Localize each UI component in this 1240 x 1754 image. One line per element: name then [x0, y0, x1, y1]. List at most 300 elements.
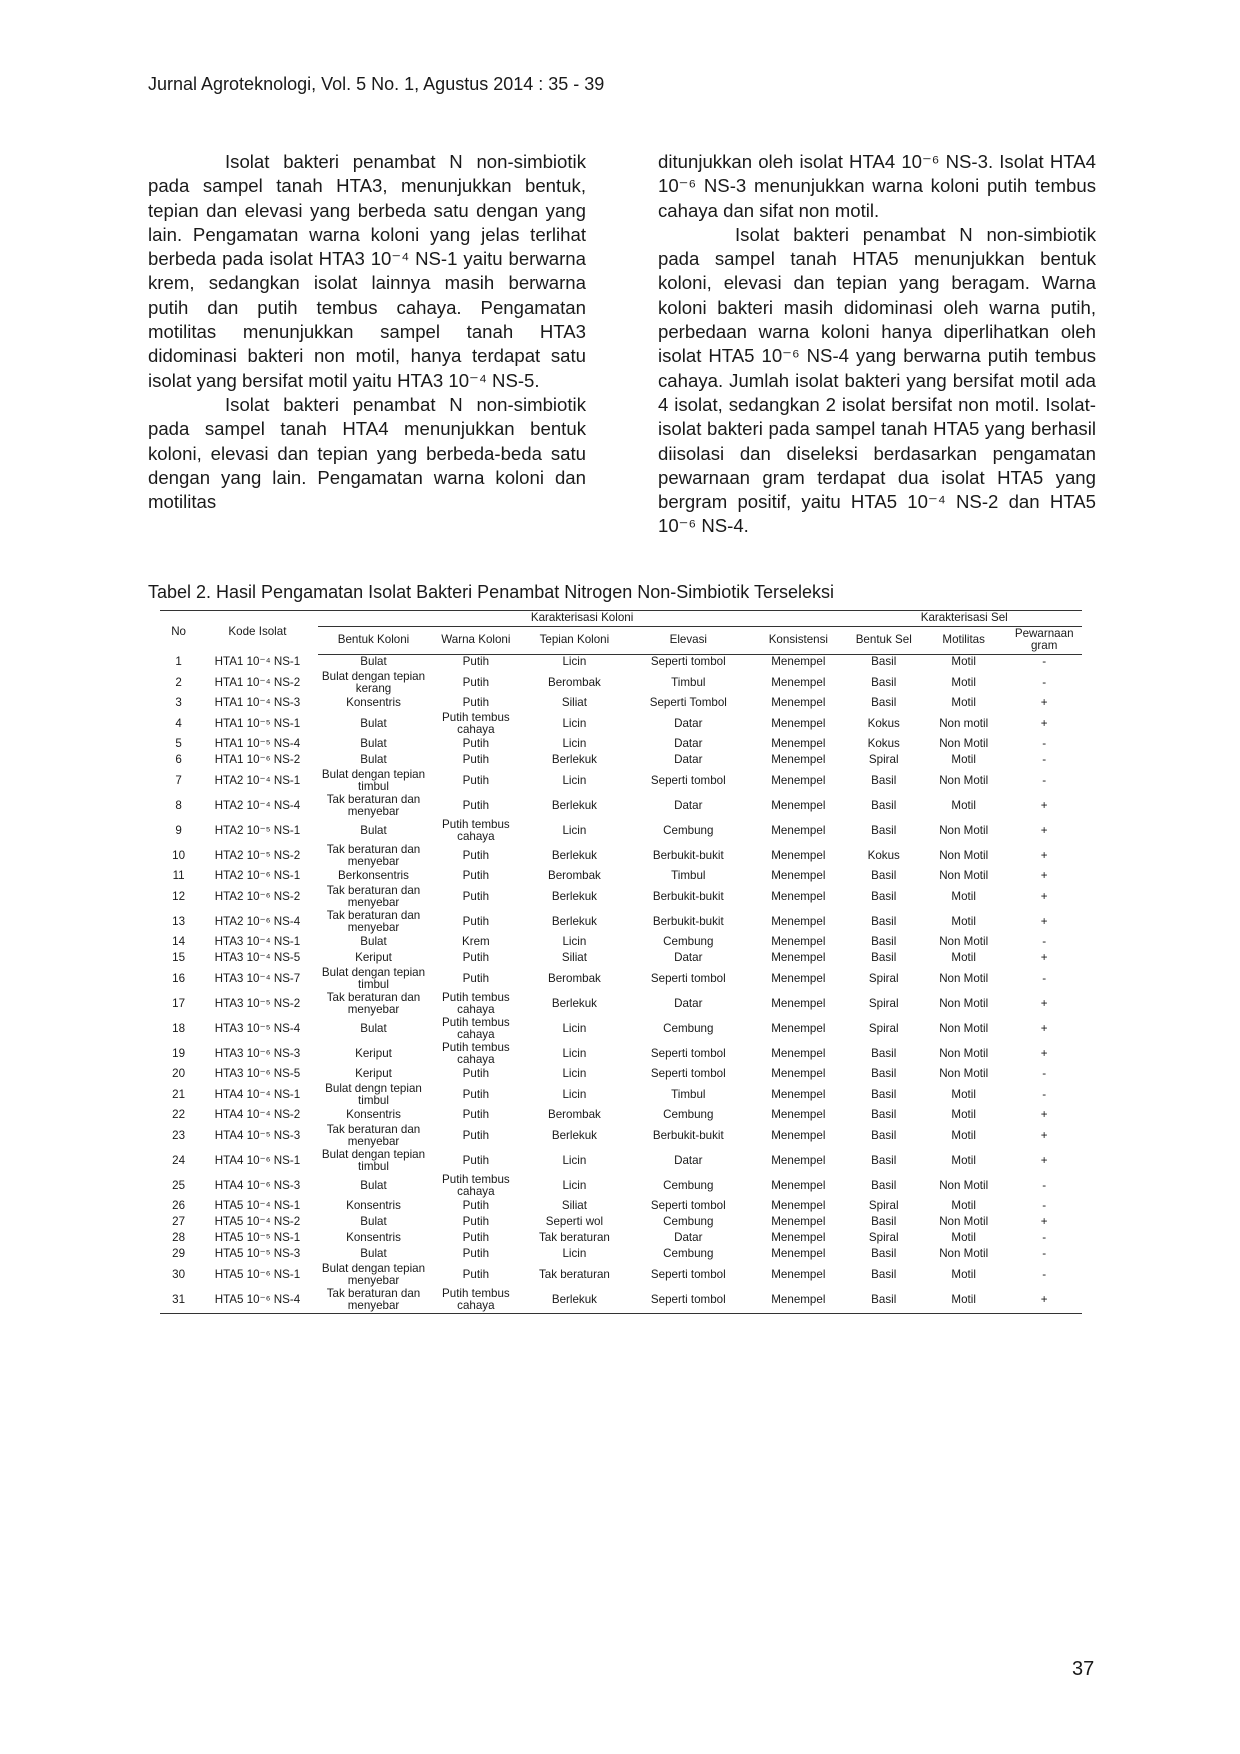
cell-kode-isolat: HTA4 10⁻⁶ NS-1 [214, 1153, 301, 1167]
cell-motilitas: Motil [951, 675, 976, 689]
cell-kode-isolat: HTA1 10⁻⁴ NS-3 [214, 696, 301, 710]
cell-tepian-koloni: Licin [562, 1178, 587, 1192]
table-row [160, 1042, 1082, 1067]
table-row [160, 1263, 1082, 1288]
cell-elevasi: Berbukit-bukit [652, 1128, 724, 1142]
cell-no: 18 [172, 1021, 186, 1035]
cell-konsistensi: Menempel [771, 1128, 826, 1142]
cell-motilitas: Motil [951, 696, 976, 710]
table-row [160, 844, 1082, 869]
isolate-table [160, 610, 1082, 1314]
cell-kode-isolat: HTA5 10⁻⁶ NS-1 [214, 1267, 301, 1281]
cell-kode-isolat: HTA1 10⁻⁵ NS-4 [214, 737, 301, 751]
table-row [160, 1215, 1082, 1231]
cell-pewarnaan-gram: + [1040, 951, 1048, 965]
cell-no: 16 [172, 971, 186, 985]
cell-warna-koloni: Putih tembus cahaya [442, 990, 510, 1016]
cell-warna-koloni: Putih [462, 1247, 490, 1261]
cell-konsistensi: Menempel [771, 1247, 826, 1261]
cell-motilitas: Motil [951, 655, 976, 669]
cell-elevasi: Timbul [671, 1087, 706, 1101]
cell-bentuk-sel: Basil [871, 1087, 897, 1101]
header-group-sel: Karakterisasi Sel [847, 611, 1082, 627]
table-row [160, 1199, 1082, 1215]
cell-no: 11 [172, 869, 185, 883]
cell-konsistensi: Menempel [771, 935, 826, 949]
cell-warna-koloni: Putih [462, 951, 490, 965]
cell-warna-koloni: Putih tembus cahaya [442, 817, 510, 843]
table-row [160, 737, 1082, 753]
cell-no: 28 [172, 1231, 186, 1245]
cell-konsistensi: Menempel [771, 971, 826, 985]
cell-bentuk-sel: Basil [871, 798, 897, 812]
cell-pewarnaan-gram: - [1042, 675, 1047, 689]
cell-motilitas: Motil [951, 1153, 976, 1167]
cell-warna-koloni: Putih [462, 848, 490, 862]
cell-bentuk-sel: Spiral [868, 1199, 899, 1213]
table-row [160, 769, 1082, 794]
cell-konsistensi: Menempel [771, 773, 826, 787]
cell-no: 7 [175, 773, 182, 787]
cell-elevasi: Datar [674, 996, 703, 1010]
cell-elevasi: Seperti tombol [650, 773, 726, 787]
cell-bentuk-koloni: Keriput [355, 1067, 392, 1081]
cell-pewarnaan-gram: - [1042, 1178, 1047, 1192]
cell-no: 13 [172, 914, 186, 928]
cell-motilitas: Motil [951, 798, 976, 812]
cell-bentuk-sel: Spiral [868, 996, 899, 1010]
cell-kode-isolat: HTA3 10⁻⁶ NS-3 [214, 1046, 301, 1060]
cell-warna-koloni: Putih [462, 1199, 490, 1213]
table-row [160, 1083, 1082, 1108]
table-row [160, 794, 1082, 819]
cell-konsistensi: Menempel [771, 798, 826, 812]
paragraph-hta3: Isolat bakteri penambat N non-simbiotik pada sampel tanah HTA3, menunjukkan bentuk, tepian dan elevasi yang berbeda satu dengan yang lain. Pengamatan warna koloni yang jelas terlihat berbeda pada isolat HTA3 10⁻⁴ NS-1 yaitu berwarna krem, sedangkan isolat lainnya masih berwarna putih dan putih tembus cahaya. Pengamatan motilitas menunjukkan sampel tanah HTA3 didominasi bakteri non motil, hanya terdapat satu isolat yang bersifat motil yaitu HTA3 10⁻⁴ NS-5. [148, 151, 586, 391]
cell-pewarnaan-gram: + [1040, 1108, 1048, 1122]
cell-bentuk-koloni: Berkonsentris [338, 869, 409, 883]
cell-kode-isolat: HTA5 10⁻⁴ NS-2 [214, 1215, 301, 1229]
cell-warna-koloni: Putih [462, 737, 490, 751]
cell-pewarnaan-gram: + [1040, 869, 1048, 883]
cell-pewarnaan-gram: + [1040, 798, 1048, 812]
cell-konsistensi: Menempel [771, 869, 826, 883]
table-row [160, 992, 1082, 1017]
cell-bentuk-sel: Basil [871, 1247, 897, 1261]
table-row [160, 753, 1082, 769]
cell-tepian-koloni: Tak beraturan [538, 1231, 610, 1245]
cell-motilitas: Motil [951, 889, 976, 903]
cell-motilitas: Non Motil [939, 848, 989, 862]
cell-bentuk-koloni: Bulat [360, 1247, 387, 1261]
cell-kode-isolat: HTA1 10⁻⁵ NS-1 [214, 716, 301, 730]
cell-no: 8 [175, 798, 182, 812]
cell-kode-isolat: HTA2 10⁻⁵ NS-2 [214, 848, 301, 862]
cell-bentuk-koloni: Bulat [360, 823, 387, 837]
cell-motilitas: Non Motil [939, 823, 989, 837]
cell-bentuk-sel: Spiral [868, 971, 899, 985]
cell-tepian-koloni: Licin [562, 1247, 587, 1261]
cell-no: 5 [175, 737, 182, 751]
cell-konsistensi: Menempel [771, 696, 826, 710]
cell-konsistensi: Menempel [771, 716, 826, 730]
cell-bentuk-koloni: Bulat dengan tepian timbul [321, 767, 426, 793]
header-group-koloni: Karakterisasi Koloni [318, 611, 847, 627]
cell-warna-koloni: Putih [462, 753, 490, 767]
cell-bentuk-koloni: Bulat [360, 1021, 387, 1035]
cell-tepian-koloni: Siliat [561, 696, 587, 710]
cell-elevasi: Seperti tombol [626, 1288, 750, 1314]
cell-bentuk-koloni: Konsentris [346, 1199, 401, 1213]
cell-kode-isolat: HTA2 10⁻⁴ NS-4 [214, 798, 301, 812]
cell-no: 25 [172, 1178, 186, 1192]
cell-elevasi: Berbukit-bukit [652, 889, 724, 903]
cell-motilitas: Non Motil [939, 1067, 989, 1081]
cell-tepian-koloni: Berlekuk [551, 848, 597, 862]
cell-motilitas: Non Motil [939, 996, 989, 1010]
cell-tepian-koloni: Licin [562, 655, 587, 669]
cell-pewarnaan-gram: - [1042, 773, 1047, 787]
cell-elevasi: Seperti tombol [650, 1067, 726, 1081]
cell-pewarnaan-gram: - [1042, 753, 1047, 767]
cell-bentuk-sel: Spiral [868, 753, 899, 767]
cell-kode-isolat: HTA2 10⁻⁶ NS-1 [214, 869, 301, 883]
table-row [160, 935, 1082, 951]
cell-konsistensi: Menempel [771, 1178, 826, 1192]
cell-tepian-koloni: Berombak [547, 1108, 601, 1122]
header-pewarnaan-gram: Pewarnaan gram [1006, 626, 1082, 654]
cell-motilitas: Motil [951, 1128, 976, 1142]
cell-no: 12 [172, 889, 186, 903]
cell-bentuk-sel: Basil [871, 823, 897, 837]
table-row [160, 1288, 1082, 1314]
cell-elevasi: Seperti tombol [650, 1267, 726, 1281]
cell-bentuk-koloni: Tak beraturan dan menyebar [326, 990, 421, 1016]
cell-motilitas: Motil [951, 951, 976, 965]
cell-tepian-koloni: Licin [562, 1046, 587, 1060]
table-row [160, 1149, 1082, 1174]
cell-tepian-koloni: Berombak [547, 869, 601, 883]
cell-bentuk-sel: Basil [847, 1288, 921, 1314]
cell-no: 20 [172, 1067, 186, 1081]
cell-warna-koloni: Putih tembus cahaya [442, 1015, 510, 1041]
cell-motilitas: Motil [921, 1288, 1006, 1314]
cell-konsistensi: Menempel [771, 996, 826, 1010]
cell-kode-isolat: HTA2 10⁻⁴ NS-1 [214, 773, 301, 787]
cell-tepian-koloni: Licin [562, 1087, 587, 1101]
cell-tepian-koloni: Berlekuk [551, 1128, 597, 1142]
cell-elevasi: Cembung [663, 1215, 714, 1229]
cell-bentuk-koloni: Tak beraturan dan menyebar [326, 792, 421, 818]
cell-pewarnaan-gram: - [1042, 1087, 1047, 1101]
cell-konsistensi: Menempel [771, 1267, 826, 1281]
cell-pewarnaan-gram: + [1040, 1215, 1048, 1229]
header-bentuk-koloni: Bentuk Koloni [318, 626, 430, 654]
cell-motilitas: Non Motil [939, 1247, 989, 1261]
cell-no: 3 [175, 696, 182, 710]
cell-motilitas: Motil [951, 1087, 976, 1101]
cell-bentuk-koloni: Konsentris [346, 1108, 401, 1122]
cell-bentuk-koloni: Keriput [355, 1046, 392, 1060]
cell-tepian-koloni: Berombak [547, 675, 601, 689]
cell-motilitas: Non Motil [939, 1021, 989, 1035]
cell-no: 2 [175, 675, 182, 689]
cell-kode-isolat: HTA4 10⁻⁵ NS-3 [214, 1128, 301, 1142]
cell-konsistensi: Menempel [771, 1231, 826, 1245]
cell-bentuk-sel: Kokus [867, 737, 900, 751]
header-konsistensi: Konsistensi [750, 626, 846, 654]
cell-tepian-koloni: Licin [562, 1021, 587, 1035]
cell-konsistensi: Menempel [771, 1087, 826, 1101]
cell-motilitas: Non motil [939, 716, 989, 730]
cell-tepian-koloni: Licin [562, 737, 587, 751]
cell-tepian-koloni: Berlekuk [551, 889, 597, 903]
running-header: Jurnal Agroteknologi, Vol. 5 No. 1, Agustus 2014 : 35 - 39 [148, 74, 605, 94]
cell-bentuk-koloni: Bulat [360, 753, 387, 767]
cell-pewarnaan-gram: - [1042, 971, 1047, 985]
cell-bentuk-koloni: Keriput [355, 951, 392, 965]
cell-elevasi: Datar [674, 716, 703, 730]
cell-elevasi: Cembung [663, 1247, 714, 1261]
cell-bentuk-koloni: Konsentris [346, 696, 401, 710]
table-row [160, 869, 1082, 885]
cell-tepian-koloni: Berlekuk [551, 753, 597, 767]
cell-pewarnaan-gram: - [1042, 1231, 1047, 1245]
cell-warna-koloni: Putih [462, 1231, 490, 1245]
cell-konsistensi: Menempel [771, 951, 826, 965]
cell-kode-isolat: HTA3 10⁻⁶ NS-5 [214, 1067, 301, 1081]
header-elevasi: Elevasi [626, 626, 750, 654]
cell-bentuk-sel: Basil [871, 1108, 897, 1122]
cell-bentuk-sel: Basil [871, 889, 897, 903]
cell-konsistensi: Menempel [771, 1215, 826, 1229]
cell-no: 6 [175, 753, 182, 767]
cell-elevasi: Seperti tombol [650, 1199, 726, 1213]
cell-kode-isolat: HTA5 10⁻⁵ NS-1 [214, 1231, 301, 1245]
table-body [160, 654, 1082, 1313]
cell-pewarnaan-gram: + [1040, 1128, 1048, 1142]
cell-no: 4 [175, 716, 182, 730]
cell-bentuk-sel: Basil [871, 655, 897, 669]
cell-warna-koloni: Putih [462, 971, 490, 985]
cell-warna-koloni: Putih tembus cahaya [442, 1040, 510, 1066]
cell-bentuk-sel: Basil [871, 696, 897, 710]
cell-pewarnaan-gram: + [1040, 823, 1048, 837]
right-column [658, 150, 1096, 539]
cell-konsistensi: Menempel [771, 823, 826, 837]
cell-elevasi: Datar [674, 951, 703, 965]
table-row [160, 951, 1082, 967]
cell-tepian-koloni: Licin [562, 773, 587, 787]
cell-no: 21 [172, 1087, 186, 1101]
isolate-table-container [160, 610, 1082, 1314]
cell-bentuk-sel: Basil [871, 935, 897, 949]
header-motilitas: Motilitas [921, 626, 1006, 654]
cell-pewarnaan-gram: + [1006, 1288, 1082, 1314]
cell-bentuk-koloni: Bulat dengan tepian kerang [321, 669, 426, 695]
table-row [160, 1231, 1082, 1247]
cell-elevasi: Seperti Tombol [649, 696, 727, 710]
cell-bentuk-koloni: Bulat dengan tepian timbul [321, 965, 426, 991]
cell-warna-koloni: Putih [462, 1067, 490, 1081]
cell-warna-koloni: Putih tembus cahaya [442, 1172, 510, 1198]
cell-no: 19 [172, 1046, 186, 1060]
cell-kode-isolat: HTA3 10⁻⁵ NS-4 [214, 1021, 301, 1035]
cell-konsistensi: Menempel [771, 655, 826, 669]
cell-konsistensi: Menempel [771, 889, 826, 903]
cell-pewarnaan-gram: + [1040, 1153, 1048, 1167]
cell-bentuk-sel: Basil [871, 1046, 897, 1060]
cell-pewarnaan-gram: + [1040, 996, 1048, 1010]
cell-motilitas: Non Motil [939, 1046, 989, 1060]
cell-elevasi: Cembung [663, 1021, 714, 1035]
cell-bentuk-sel: Basil [871, 1215, 897, 1229]
table-row [160, 654, 1082, 671]
table-row [160, 819, 1082, 844]
cell-elevasi: Berbukit-bukit [652, 848, 724, 862]
table-row [160, 967, 1082, 992]
cell-warna-koloni: Putih [462, 1128, 490, 1142]
cell-motilitas: Motil [951, 914, 976, 928]
cell-no: 15 [172, 951, 186, 965]
cell-elevasi: Datar [674, 1231, 703, 1245]
cell-konsistensi: Menempel [771, 1067, 826, 1081]
table-row [160, 1067, 1082, 1083]
cell-elevasi: Timbul [671, 869, 706, 883]
header-bentuk-sel: Bentuk Sel [847, 626, 921, 654]
header-warna-koloni: Warna Koloni [429, 626, 522, 654]
paragraph-hta5: Isolat bakteri penambat N non-simbiotik pada sampel tanah HTA5 menunjukkan bentuk koloni, elevasi dan tepian yang beragam. Warna koloni bakteri masih didominasi oleh warna putih, perbedaan warna koloni hanya diperlihatkan oleh isolat HTA5 10⁻⁶ NS-4 yang berwarna putih tembus cahaya. Jumlah isolat bakteri yang bersifat motil ada 4 isolat, sedangkan 2 isolat bersifat non motil. Isolat-isolat bakteri pada sampel tanah HTA5 yang berhasil diisolasi dan diseleksi berdasarkan pengamatan pewarnaan gram terdapat dua isolat HTA5 yang bergram positif, yaitu HTA5 10⁻⁴ NS-2 dan HTA5 10⁻⁶ NS-4. [658, 223, 1096, 537]
cell-motilitas: Non Motil [939, 737, 989, 751]
cell-elevasi: Datar [674, 753, 703, 767]
header-kode-isolat: Kode Isolat [197, 611, 317, 655]
cell-bentuk-sel: Spiral [868, 1231, 899, 1245]
cell-pewarnaan-gram: - [1042, 1067, 1047, 1081]
cell-konsistensi: Menempel [771, 675, 826, 689]
cell-bentuk-koloni: Bulat dengan tepian timbul [321, 1147, 426, 1173]
table-row [160, 910, 1082, 935]
cell-warna-koloni: Putih tembus cahaya [442, 710, 510, 736]
cell-kode-isolat: HTA5 10⁻⁵ NS-3 [214, 1247, 301, 1261]
cell-tepian-koloni: Licin [562, 1153, 587, 1167]
cell-tepian-koloni: Berlekuk [551, 914, 597, 928]
cell-warna-koloni: Putih [462, 773, 490, 787]
cell-bentuk-sel: Basil [871, 914, 897, 928]
cell-bentuk-koloni: Bulat [360, 716, 387, 730]
cell-tepian-koloni: Berlekuk [522, 1288, 626, 1314]
cell-tepian-koloni: Siliat [561, 951, 587, 965]
cell-tepian-koloni: Licin [562, 1067, 587, 1081]
cell-konsistensi: Menempel [771, 914, 826, 928]
table-row [160, 1174, 1082, 1199]
cell-pewarnaan-gram: + [1040, 848, 1048, 862]
cell-bentuk-koloni: Konsentris [346, 1231, 401, 1245]
cell-bentuk-sel: Basil [871, 1153, 897, 1167]
cell-elevasi: Cembung [663, 935, 714, 949]
cell-no: 22 [172, 1108, 186, 1122]
cell-konsistensi: Menempel [771, 1046, 826, 1060]
cell-elevasi: Seperti tombol [650, 971, 726, 985]
cell-motilitas: Motil [951, 1231, 976, 1245]
header-no: No [160, 611, 197, 655]
cell-bentuk-sel: Basil [871, 773, 897, 787]
cell-motilitas: Non Motil [939, 1178, 989, 1192]
cell-tepian-koloni: Licin [562, 823, 587, 837]
cell-warna-koloni: Putih [462, 798, 490, 812]
cell-no: 10 [172, 848, 186, 862]
cell-kode-isolat: HTA4 10⁻⁴ NS-2 [214, 1108, 301, 1122]
cell-konsistensi: Menempel [771, 1108, 826, 1122]
cell-pewarnaan-gram: - [1042, 737, 1047, 751]
table-row [160, 696, 1082, 712]
cell-konsistensi: Menempel [750, 1288, 846, 1314]
cell-elevasi: Cembung [663, 1108, 714, 1122]
cell-warna-koloni: Putih [462, 869, 490, 883]
cell-bentuk-koloni: Tak beraturan dan menyebar [326, 1122, 421, 1148]
cell-kode-isolat: HTA1 10⁻⁴ NS-1 [214, 655, 301, 668]
cell-bentuk-sel: Basil [871, 675, 897, 689]
cell-pewarnaan-gram: + [1040, 1021, 1048, 1035]
cell-motilitas: Motil [951, 1267, 976, 1281]
cell-pewarnaan-gram: - [1042, 655, 1047, 669]
cell-no: 31 [160, 1288, 197, 1314]
cell-pewarnaan-gram: + [1040, 696, 1048, 710]
cell-no: 27 [172, 1215, 186, 1229]
cell-elevasi: Datar [674, 1153, 703, 1167]
cell-konsistensi: Menempel [771, 1199, 826, 1213]
paragraph-hta4: Isolat bakteri penambat N non-simbiotik pada sampel tanah HTA4 menunjukkan bentuk koloni, elevasi dan tepian yang berbeda-beda satu dengan yang lain. Pengamatan warna koloni dan motilitas [148, 393, 586, 513]
cell-pewarnaan-gram: + [1040, 1046, 1048, 1060]
cell-no: 14 [172, 935, 186, 949]
cell-bentuk-koloni: Bulat [360, 935, 387, 949]
table-row [160, 1108, 1082, 1124]
cell-no: 23 [172, 1128, 186, 1142]
cell-bentuk-koloni: Bulat [360, 1178, 387, 1192]
cell-elevasi: Timbul [671, 675, 706, 689]
cell-kode-isolat: HTA2 10⁻⁵ NS-1 [214, 823, 301, 837]
cell-tepian-koloni: Tak beraturan [538, 1267, 610, 1281]
cell-kode-isolat: HTA4 10⁻⁶ NS-3 [214, 1178, 301, 1192]
cell-kode-isolat: HTA5 10⁻⁶ NS-4 [197, 1288, 317, 1314]
cell-tepian-koloni: Siliat [561, 1199, 587, 1213]
cell-konsistensi: Menempel [771, 737, 826, 751]
table-row [160, 1247, 1082, 1263]
cell-motilitas: Non Motil [939, 773, 989, 787]
cell-pewarnaan-gram: - [1042, 1247, 1047, 1261]
cell-tepian-koloni: Berlekuk [551, 996, 597, 1010]
cell-bentuk-sel: Basil [871, 1067, 897, 1081]
cell-bentuk-sel: Basil [871, 1178, 897, 1192]
cell-bentuk-sel: Spiral [868, 1021, 899, 1035]
cell-kode-isolat: HTA2 10⁻⁶ NS-4 [214, 914, 301, 928]
cell-warna-koloni: Putih [462, 1153, 490, 1167]
table-row [160, 671, 1082, 696]
cell-warna-koloni: Putih [462, 696, 490, 710]
cell-bentuk-koloni: Bulat dengan tepian menyebar [321, 1261, 426, 1287]
cell-tepian-koloni: Berlekuk [551, 798, 597, 812]
cell-no: 17 [172, 996, 186, 1010]
cell-bentuk-koloni: Tak beraturan dan menyebar [326, 883, 421, 909]
cell-no: 1 [175, 655, 182, 668]
cell-tepian-koloni: Berombak [547, 971, 601, 985]
table-row [160, 885, 1082, 910]
cell-bentuk-sel: Basil [871, 1128, 897, 1142]
header-tepian-koloni: Tepian Koloni [522, 626, 626, 654]
cell-warna-koloni: Putih tembus cahaya [429, 1288, 522, 1314]
cell-motilitas: Motil [951, 1108, 976, 1122]
cell-bentuk-koloni: Tak beraturan dan menyebar [318, 1288, 430, 1314]
cell-kode-isolat: HTA1 10⁻⁴ NS-2 [214, 675, 301, 689]
cell-kode-isolat: HTA3 10⁻⁴ NS-1 [214, 935, 301, 949]
